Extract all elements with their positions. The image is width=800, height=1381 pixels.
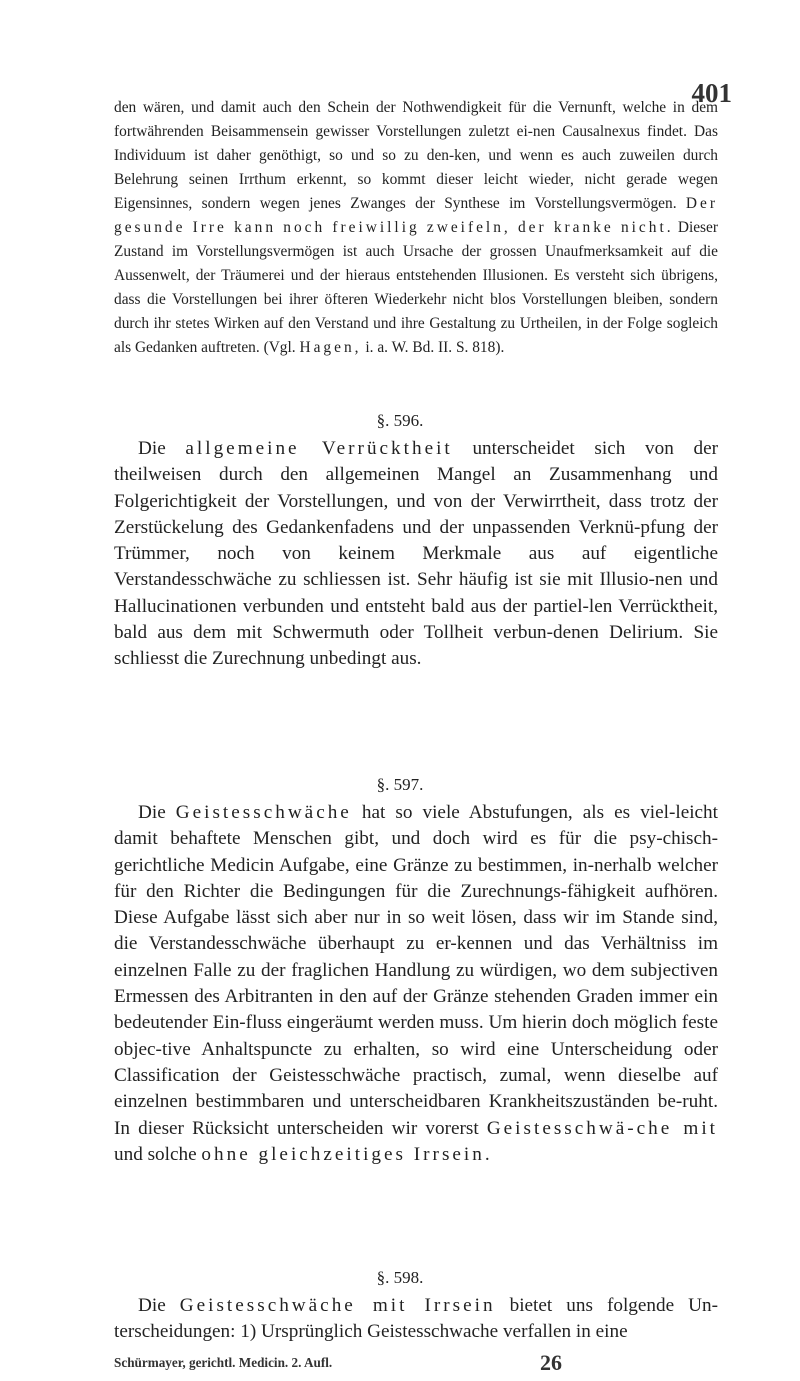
text-run: bietet uns folgende Un-terscheidungen: 1) Ursprünglich Geistesschwache verfallen in eine <box>114 1295 718 1343</box>
spaced-emphasis: Geistesschwäche <box>175 802 352 823</box>
section-598-paragraph <box>114 1293 718 1346</box>
section-596-paragraph <box>114 436 718 673</box>
section-597-paragraph <box>114 800 718 1168</box>
section-heading-598: §. 598. <box>376 1268 424 1287</box>
section-598 <box>114 1293 718 1346</box>
section-heading-596: §. 596. <box>376 411 424 430</box>
signature-number: 26 <box>540 1350 562 1375</box>
spaced-emphasis: Geistesschwäche mit Irrsein <box>179 1295 496 1316</box>
text-run: hat so viele Abstufungen, als es viel-leicht damit behaftete Menschen gibt, und doch wird es für die psy-chisch-gerichtliche Medicin Aufgabe, eine Gränze zu bestimmen, in-nerhalb welcher für den Richter die Bedingungen für die Zurechnungs-fähigkeit aufhören. Diese Aufgabe lässt sich aber nur in so weit lösen, dass wir im Stande sind, die Verstandesschwäche überhaupt zu er-kennen und das Verhältniss im einzelnen Falle zu der fraglichen Handlung zu würdigen, wo dem subjectiven Ermessen des Arbitranten in den auf der Gränze stehenden Graden immer ein bedeutender Ein-fluss eingeräumt werden muss. Um hierin doch möglich feste objec-tive Anhaltspuncte zu erhalten, so wird eine Unterscheidung oder Classification der Geistesschwäche practisch, zumal, wenn dieselbe auf einzelnen bestimmbaren und unterscheidbaren Krankheitszuständen be-ruht. In dieser Rücksicht unterscheiden wir vorerst <box>114 802 718 1139</box>
text-run: i. a. W. Bd. II. S. 818). <box>361 339 505 356</box>
section-596 <box>114 436 718 673</box>
section-597 <box>114 800 718 1168</box>
page-number: 401 <box>691 78 732 108</box>
text-run: Die <box>138 438 186 459</box>
text-run: Dieser Zustand im Vorstellungsvermögen ist auch Ursache der grossen Unaufmerksamkeit auf die Aussenwelt, der Träumerei und der hieraus entstehenden Illusionen. Es versteht sich übrigens, dass die Vorstellungen bei ihrer öfteren Wiederkehr nicht blos Vorstellungen bleiben, sondern durch ihr stetes Wirken auf den Verstand und ihre Gestaltung zu Urtheilen, in der Folge sogleich als Gedanken auftreten. (Vgl. <box>114 219 718 356</box>
intro-paragraph-block <box>114 96 718 360</box>
spaced-emphasis: Hagen, <box>299 339 362 356</box>
spaced-emphasis: ohne gleichzeitiges Irrsein. <box>201 1143 493 1165</box>
spaced-emphasis: allgemeine Verrücktheit <box>185 438 453 459</box>
footer-citation: Schürmayer, gerichtl. Medicin. 2. Aufl. <box>114 1355 333 1370</box>
intro-paragraph <box>114 96 718 360</box>
text-run: unterscheidet sich von der theilweisen durch den allgemeinen Mangel an Zusammenhang und Folgerichtigkeit der Vorstellungen, und von der Verwirrtheit, dass trotz der Zerstückelung des Gedankenfadens und der unpassenden Verknü-pfung der Trümmer, noch von keinem Merkmale aus auf eigentliche Verstandesschwäche zu schliessen ist. Sehr häufig ist sie mit Illusio-nen und Hallucinationen verbunden und entsteht bald aus der partiel-len Verrücktheit, bald aus dem mit Schwermuth oder Tollheit verbun-denen Delirium. Sie schliesst die Zurechnung unbedingt aus. <box>114 438 719 670</box>
text-run: und solche <box>114 1143 202 1165</box>
section-heading-597: §. 597. <box>376 775 424 794</box>
text-run: den wären, und damit auch den Schein der Nothwendigkeit für die Vernunft, welche in dem fortwährenden Beisammensein gewisser Vorstellungen zuletzt ei-nen Causalnexus findet. Das Individuum ist daher genöthigt, so und so zu den-ken, und wenn es auch zuweilen durch Belehrung seinen Irrthum erkennt, so kommt dieser leicht wieder, nicht gerade wegen Eigensinnes, sondern wegen jenes Zwanges der Synthese im Vorstellungsvermögen. <box>114 99 718 212</box>
spaced-emphasis: Geistesschwä-che mit <box>486 1117 718 1139</box>
text-run: Die <box>138 1295 180 1316</box>
text-run: Die <box>138 802 176 823</box>
spaced-emphasis: Der gesunde Irre kann noch freiwillig zweifeln, der kranke nicht. <box>114 195 718 236</box>
